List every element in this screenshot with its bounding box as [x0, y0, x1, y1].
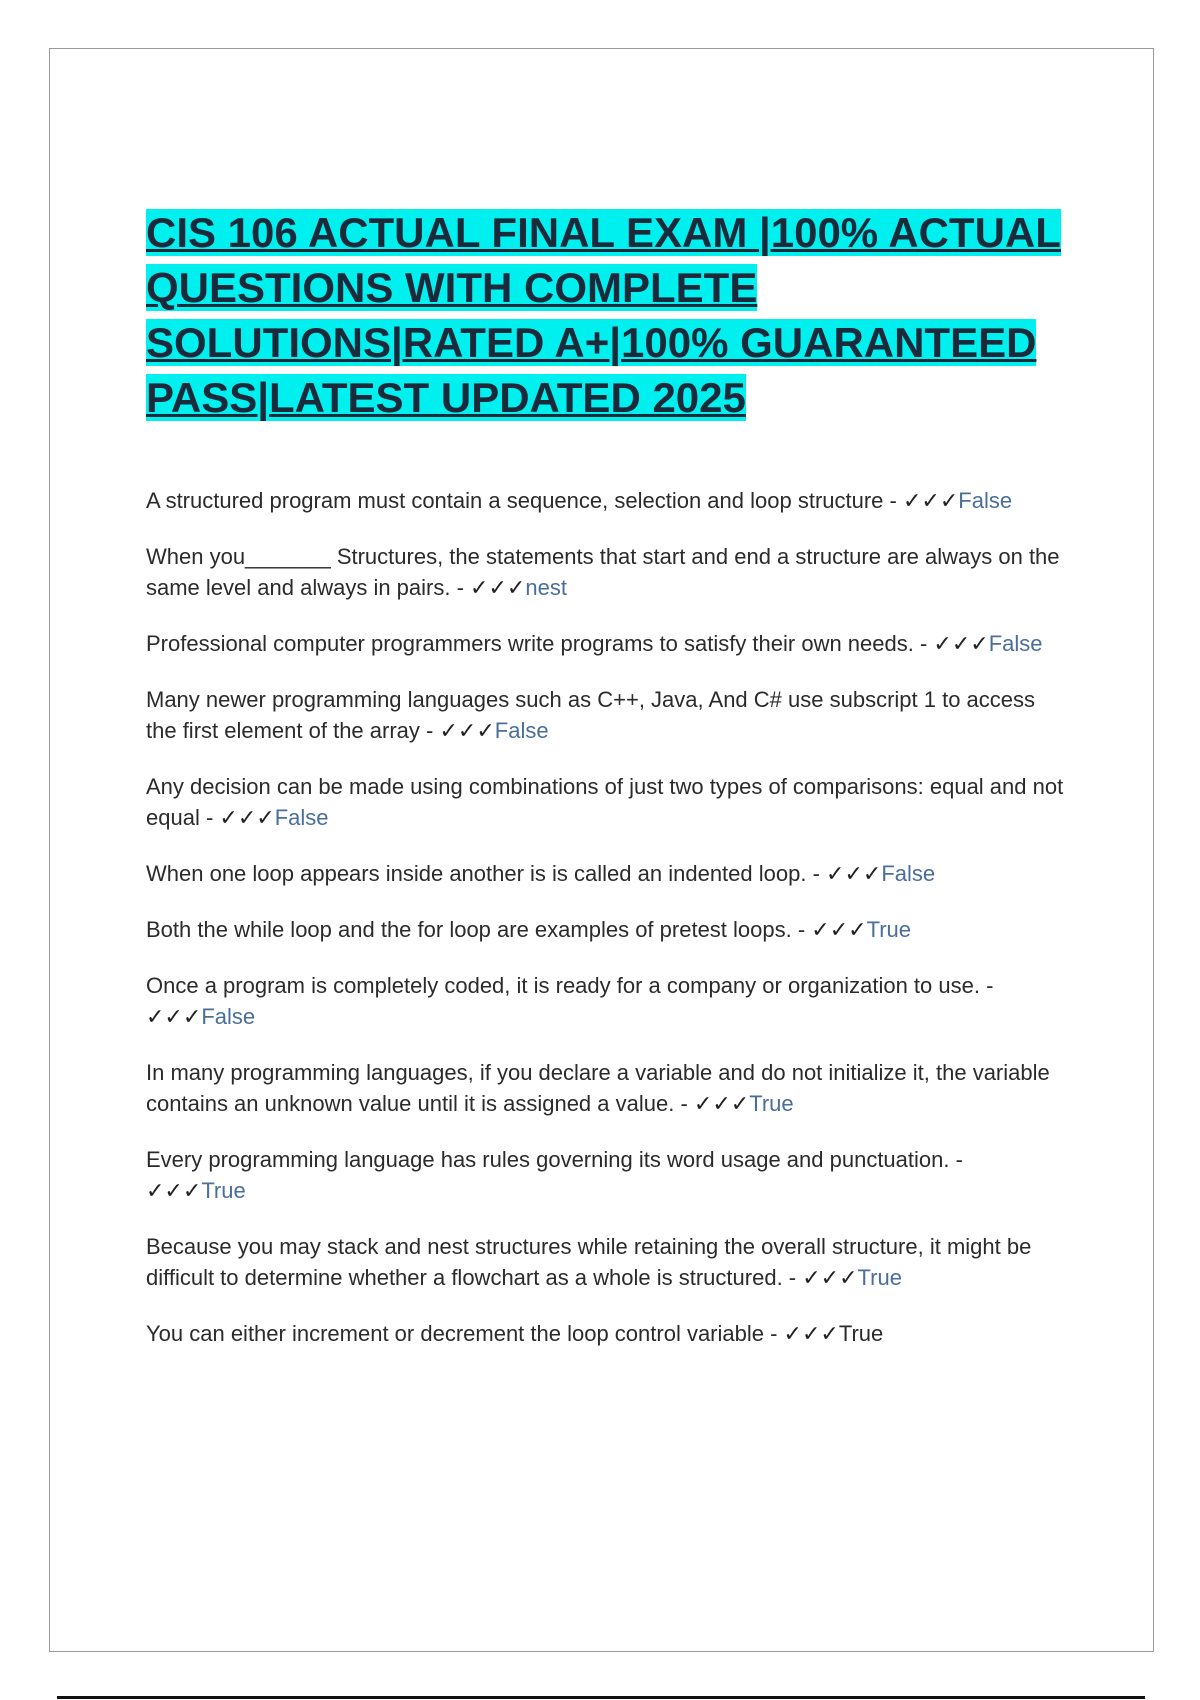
document-title: [146, 205, 1066, 425]
question-text: A structured program must contain a sequence, selection and loop structure -: [146, 488, 903, 513]
footer-divider: [57, 1696, 1145, 1699]
question-item: [146, 771, 1066, 833]
question-text: Because you may stack and nest structures while retaining the overall structure, it might be difficult to determine whether a flowchart as a whole is structured. -: [146, 1234, 1032, 1290]
answer-text: False: [958, 488, 1013, 513]
question-text: When you_______ Structures, the statements that start and end a structure are always on the same level and always in pairs. -: [146, 544, 1060, 600]
check-mark-icon: ✓✓✓: [783, 1321, 839, 1346]
check-mark-icon: ✓✓✓: [802, 1265, 858, 1290]
check-mark-icon: ✓✓✓: [902, 488, 959, 513]
question-text: You can either increment or decrement the loop control variable -: [146, 1321, 784, 1346]
answer-text: True: [838, 1321, 884, 1346]
answer-text: True: [866, 917, 912, 942]
question-item: [146, 1318, 1066, 1349]
answer-text: False: [881, 861, 936, 886]
question-item: [146, 541, 1066, 603]
question-item: [146, 1144, 1066, 1206]
question-text: In many programming languages, if you declare a variable and do not initialize it, the variable contains an unknown value until it is assigned a value. -: [146, 1060, 1050, 1116]
question-item: [146, 858, 1066, 889]
answer-text: False: [988, 631, 1043, 656]
question-text: When one loop appears inside another is is called an indented loop. -: [146, 861, 827, 886]
check-mark-icon: ✓✓✓: [219, 805, 275, 830]
check-mark-icon: ✓✓✓: [811, 917, 867, 942]
document-content: [146, 205, 1066, 1374]
answer-text: nest: [525, 575, 567, 600]
answer-text: True: [201, 1178, 246, 1203]
check-mark-icon: ✓✓✓: [146, 1004, 202, 1029]
question-text: Every programming language has rules governing its word usage and punctuation. -: [146, 1147, 963, 1172]
question-text: Any decision can be made using combinations of just two types of comparisons: equal and not equal -: [146, 774, 1064, 830]
check-mark-icon: ✓✓✓: [439, 718, 495, 743]
question-item: [146, 970, 1066, 1032]
question-item: [146, 1231, 1066, 1293]
question-item: [146, 684, 1066, 746]
document-title-text: CIS 106 ACTUAL FINAL EXAM |100% ACTUAL QUESTIONS WITH COMPLETE SOLUTIONS|RATED A+|100% GUARANTEED PASS|LATEST UPDATED 2025: [146, 209, 1061, 421]
question-item: [146, 485, 1066, 516]
answer-text: True: [857, 1265, 902, 1290]
question-item: [146, 1057, 1066, 1119]
check-mark-icon: ✓✓✓: [146, 1178, 202, 1203]
question-text: Once a program is completely coded, it is ready for a company or organization to use. -: [146, 973, 994, 998]
answer-text: False: [201, 1004, 256, 1029]
question-text: Many newer programming languages such as C++, Java, And C# use subscript 1 to access the first element of the array -: [146, 687, 1036, 743]
check-mark-icon: ✓✓✓: [933, 631, 989, 656]
check-mark-icon: ✓✓✓: [826, 861, 882, 886]
question-item: [146, 628, 1066, 659]
question-text: Professional computer programmers write programs to satisfy their own needs. -: [146, 631, 934, 656]
answer-text: True: [749, 1091, 794, 1116]
answer-text: False: [274, 805, 329, 830]
answer-text: False: [494, 718, 549, 743]
check-mark-icon: ✓✓✓: [470, 575, 526, 600]
check-mark-icon: ✓✓✓: [693, 1091, 750, 1116]
question-text: Both the while loop and the for loop are examples of pretest loops. -: [146, 917, 812, 942]
question-item: [146, 914, 1066, 945]
